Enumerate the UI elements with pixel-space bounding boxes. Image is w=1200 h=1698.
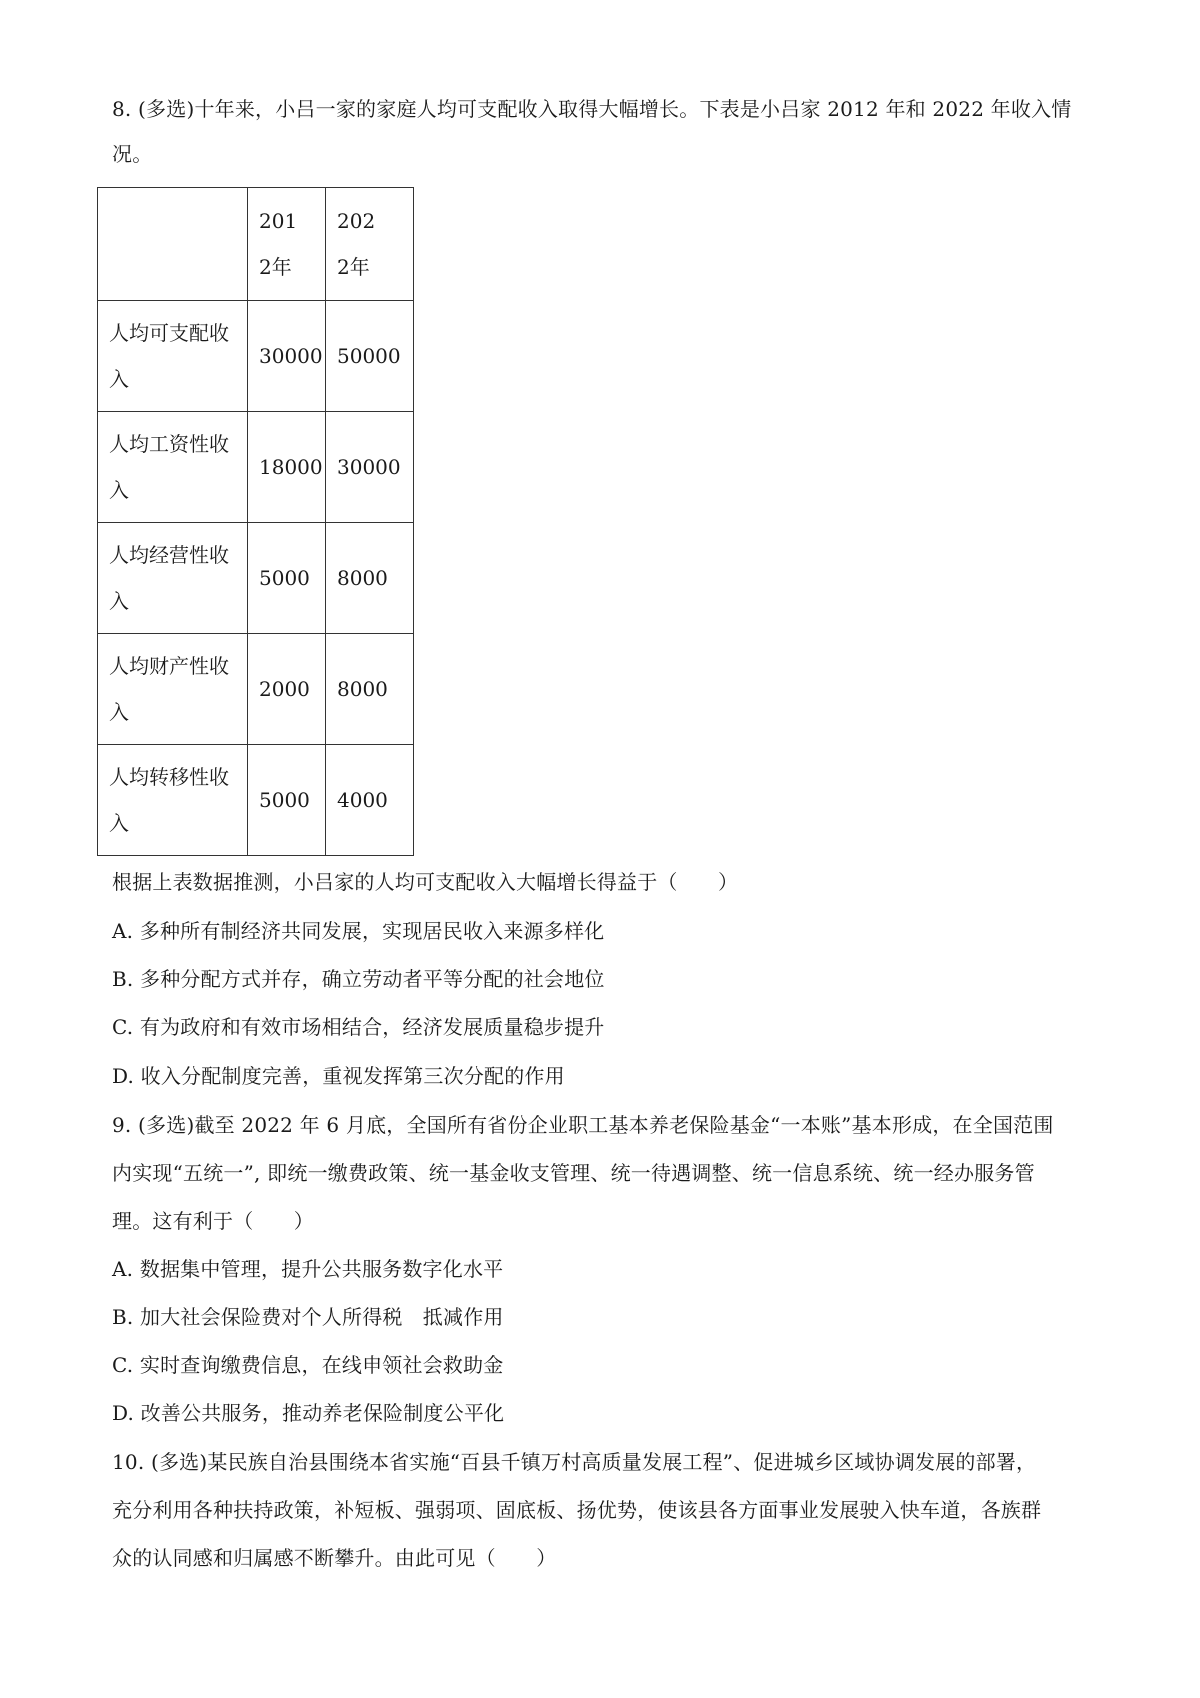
row-label: 人均转移性收入: [98, 745, 248, 856]
row-value-2022: 4000: [326, 745, 414, 856]
table-header-2022: 2022年: [326, 188, 414, 301]
row-value-2012: 30000: [248, 301, 326, 412]
q9-option-b: B. 加大社会保险费对个人所得税 抵减作用: [112, 1305, 504, 1329]
row-label: 人均经营性收入: [98, 523, 248, 634]
row-value-2022: 8000: [326, 634, 414, 745]
q8-text-line1: 8. (多选)十年来，小吕一家的家庭人均可支配收入取得大幅增长。下表是小吕家 2012 年和 2022 年收入情: [112, 97, 1072, 121]
table-row: [98, 301, 414, 412]
income-table: [97, 187, 414, 856]
row-value-2012: 5000: [248, 523, 326, 634]
q9-option-a: A. 数据集中管理，提升公共服务数字化水平: [112, 1257, 504, 1281]
q8-option-a: A. 多种所有制经济共同发展，实现居民收入来源多样化: [112, 919, 605, 943]
row-value-2022: 8000: [326, 523, 414, 634]
q9-text-line2: 内实现“五统一”, 即统一缴费政策、统一基金收支管理、统一待遇调整、统一信息系统、统一经办服务管: [112, 1161, 1035, 1185]
q10-text-line2: 充分利用各种扶持政策，补短板、强弱项、固底板、扬优势，使该县各方面事业发展驶入快车道，各族群: [112, 1498, 1042, 1522]
q10-text-line1: 10. (多选)某民族自治县围绕本省实施“百县千镇万村高质量发展工程”、促进城乡区域协调发展的部署，: [112, 1450, 1037, 1474]
row-value-2022: 50000: [326, 301, 414, 412]
q8-text-line2: 况。: [112, 142, 153, 166]
row-value-2012: 5000: [248, 745, 326, 856]
q8-option-d: D. 收入分配制度完善，重视发挥第三次分配的作用: [112, 1064, 565, 1088]
q8-option-b: B. 多种分配方式并存，确立劳动者平等分配的社会地位: [112, 967, 605, 991]
table-row: [98, 745, 414, 856]
row-value-2012: 2000: [248, 634, 326, 745]
table-header-row: [98, 188, 414, 301]
row-label: 人均可支配收入: [98, 301, 248, 412]
q9-option-c: C. 实时查询缴费信息，在线申领社会救助金: [112, 1353, 504, 1377]
row-label: 人均财产性收入: [98, 634, 248, 745]
row-value-2022: 30000: [326, 412, 414, 523]
table-row: [98, 634, 414, 745]
table-header-empty: [98, 188, 248, 301]
q9-option-d: D. 改善公共服务，推动养老保险制度公平化: [112, 1401, 505, 1425]
q9-text-line3: 理。这有利于（ ）: [112, 1209, 314, 1233]
row-label: 人均工资性收入: [98, 412, 248, 523]
q8-stem: 根据上表数据推测，小吕家的人均可支配收入大幅增长得益于（ ）: [112, 870, 739, 894]
table-row: [98, 412, 414, 523]
q10-text-line3: 众的认同感和归属感不断攀升。由此可见（ ）: [112, 1546, 557, 1570]
q8-option-c: C. 有为政府和有效市场相结合，经济发展质量稳步提升: [112, 1015, 605, 1039]
q9-text-line1: 9. (多选)截至 2022 年 6 月底，全国所有省份企业职工基本养老保险基金“一本账”基本形成，在全国范围: [112, 1113, 1054, 1137]
table-row: [98, 523, 414, 634]
row-value-2012: 18000: [248, 412, 326, 523]
table-header-2012: 2012年: [248, 188, 326, 301]
